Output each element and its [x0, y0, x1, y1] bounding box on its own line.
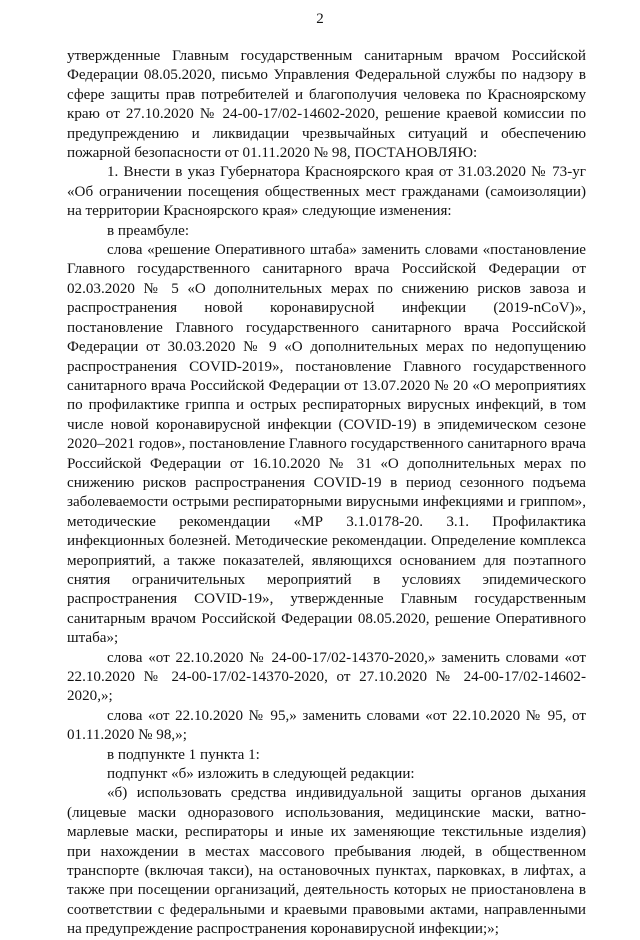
- page-number: 2: [316, 11, 324, 27]
- paragraph-replace-words-2: слова «от 22.10.2020 № 24-00-17/02-14370-2020,» заменить словами «от 22.10.2020 № 24-00-17/02-14370-2020, от 27.10.2020 № 24-00-17/02-14602-2020,»;: [67, 649, 586, 705]
- document-body: [67, 47, 586, 940]
- paragraph-preamble-end: утвержденные Главным государственным санитарным врачом Российской Федерации 08.05.2020, письмо Управления Федеральной службы по надзору в сфере защиты прав потребителей и благополучия человека по Красноярскому краю от 27.10.2020 № 24-00-17/02-14602-2020, решение краевой комиссии по предупреждению и ликвидации чрезвычайных ситуаций и обеспечению пожарной безопасности от 01.11.2020 № 98, ПОСТАНОВЛЯЮ:: [67, 48, 586, 162]
- paragraph-subclause-b-intro: подпункт «б» изложить в следующей редакции:: [107, 766, 415, 783]
- paragraph-replace-words-1: слова «решение Оперативного штаба» заменить словами «постановление Главного государственного санитарного врача Российской Федерации от 02.03.2020 № 5 «О дополнительных мерах по снижению рисков завоза и распространения новой коронавирусной инфекции (2019-nCoV)», постановление Главного государственного санитарного врача Российской Федерации от 30.03.2020 № 9 «О дополнительных мерах по недопущению распространения COVID-2019», постановление Главного государственного санитарного врача Российской Федерации от 13.07.2020 № 20 «О мероприятиях по профилактике гриппа и острых респираторных вирусных инфекций, в том числе новой коронавирусной инфекции (COVID-19) в эпидемическом сезоне 2020–2021 годов», постановление Главного государственного санитарного врача Российской Федерации от 16.10.2020 № 31 «О дополнительных мерах по снижению рисков распространения COVID-19 в период сезонного подъема заболеваемости острыми респираторными вирусными инфекциями и гриппом», методические рекомендации «МР 3.1.0178-20. 3.1. Профилактика инфекционных болезней. Методические рекомендации. Определение комплекса мероприятий, а также показателей, являющихся основанием для поэтапного снятия ограничительных мероприятий в условиях эпидемического распространения COVID-19», утвержденные Главным государственным санитарным врачом Российской Федерации 08.05.2020, решение Оперативного штаба»;: [67, 242, 586, 647]
- paragraph-clause-1: 1. Внести в указ Губернатора Красноярского края от 31.03.2020 № 73-уг «Об ограничении посещения общественных мест гражданами (самоизоляции) на территории Красноярского края» следующие изменения:: [67, 164, 586, 220]
- paragraph-in-preamble: в преамбуле:: [107, 222, 190, 239]
- paragraph-subclause-ref: в подпункте 1 пункта 1:: [107, 746, 260, 763]
- paragraph-replace-words-3: слова «от 22.10.2020 № 95,» заменить словами «от 22.10.2020 № 95, от 01.11.2020 № 98,»;: [67, 707, 586, 744]
- paragraph-subclause-b-text: «б) использовать средства индивидуальной защиты органов дыхания (лицевые маски одноразового использования, медицинские маски, ватно-марлевые маски, респираторы и иные их заменяющие текстильные изделия) при нахождении в местах массового пребывания людей, в общественном транспорте (включая такси), на остановочных пунктах, парковках, в лифтах, а также при посещении организаций, деятельность которых не приостановлена в соответствии с федеральными и краевыми правовыми актами, направленными на предупреждение распространения коронавирусной инфекции;»;: [67, 785, 586, 938]
